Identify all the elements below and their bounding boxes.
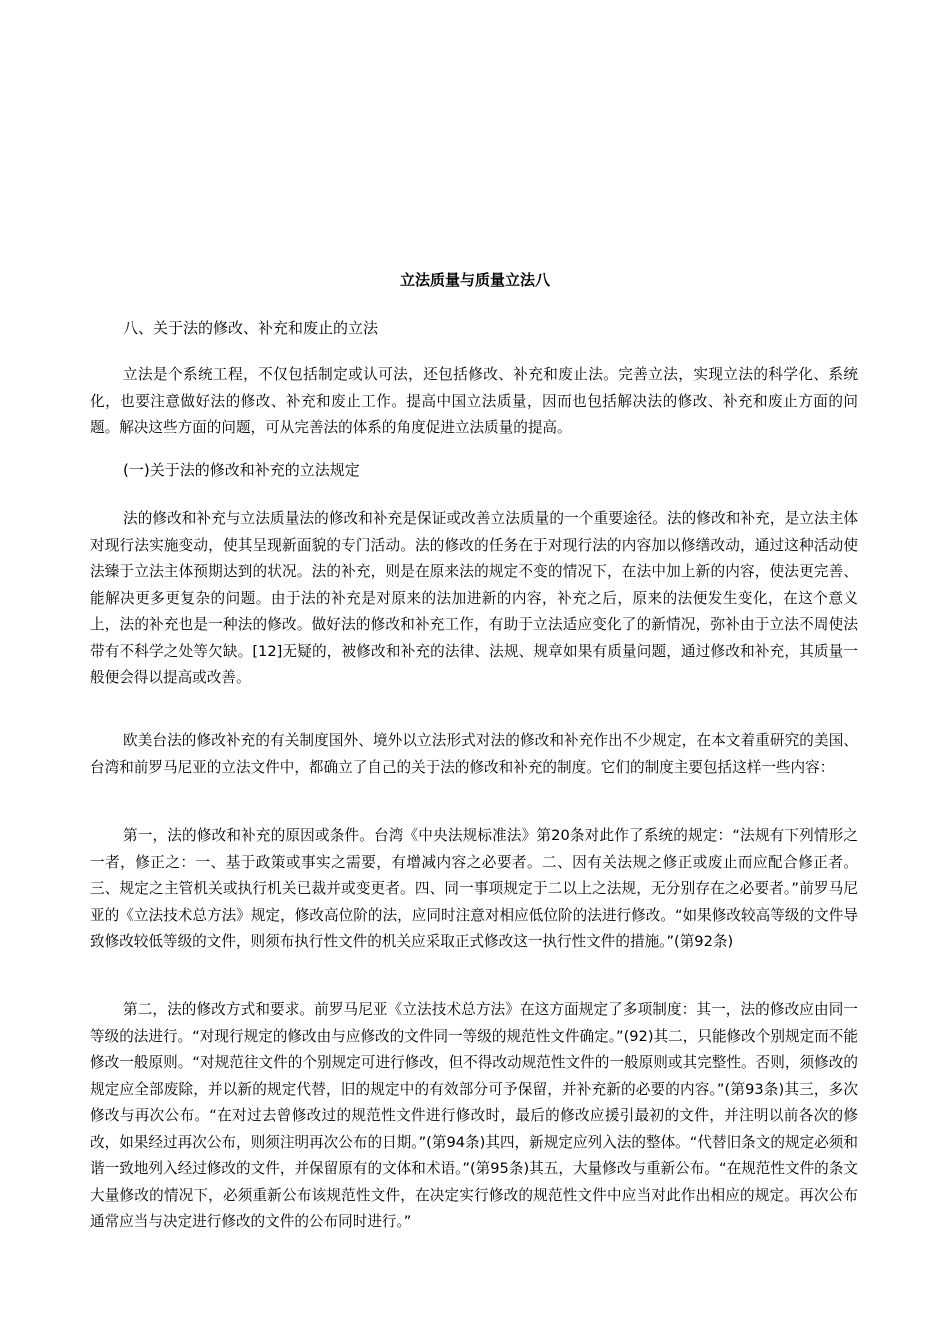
intro-paragraph: 立法是个系统工程，不仅包括制定或认可法，还包括修改、补充和废止法。完善立法，实现立法的科学化、系统化，也要注意做好法的修改、补充和废止工作。提高中国立法质量，因而也包括解决法的修改、补充和废止方面的问题。解决这些方面的问题，可从完善法的体系的角度促进立法质量的提高。 <box>90 366 858 436</box>
subsection-heading: (一)关于法的修改和补充的立法规定 <box>123 461 360 479</box>
body-paragraph-2: 欧美台法的修改补充的有关制度国外、境外以立法形式对法的修改和补充作出不少规定，在本文着重研究的美国、台湾和前罗马尼亚的立法文件中，都确立了自己的关于法的修改和补充的制度。它们的制度主要包括这样一些内容： <box>90 732 858 776</box>
body-paragraph-1: 法的修改和补充与立法质量法的修改和补充是保证或改善立法质量的一个重要途径。法的修改和补充，是立法主体对现行法实施变动，使其呈现新面貌的专门活动。法的修改的任务在于对现行法的内容加以修缮改动，通过这种活动使法臻于立法主体预期达到的状况。法的补充，则是在原来法的规定不变的情况下，在法中加上新的内容，使法更完善、能解决更多更复杂的问题。由于法的补充是对原来的法加进新的内容，补充之后，原来的法便发生变化，在这个意义上，法的补充也是一种法的修改。做好法的修改和补充工作，有助于立法适应变化了的新情况，弥补由于立法不周使法带有不科学之处等欠缺。[12]无疑的，被修改和补充的法律、法规、规章如果有质量问题，通过修改和补充，其质量一般便会得以提高或改善。 <box>90 510 858 686</box>
body-paragraph-3: 第一，法的修改和补充的原因或条件。台湾《中央法规标准法》第20条对此作了系统的规定：“法规有下列情形之一者，修正之：一、基于政策或事实之需要，有增减内容之必要者。二、因有关法规之修正或废止而应配合修正者。三、规定之主管机关或执行机关已裁并或变更者。四、同一事项规定于二以上之法规，无分别存在之必要者。”前罗马尼亚的《立法技术总方法》规定，修改高位阶的法，应同时注意对相应低位阶的法进行修改。“如果修改较高等级的文件导致修改较低等级的文件，则须布执行性文件的机关应采取正式修改这一执行性文件的措施。”(第92条) <box>90 827 858 950</box>
section-heading: 八、关于法的修改、补充和废止的立法 <box>123 319 379 337</box>
body-paragraph-4: 第二，法的修改方式和要求。前罗马尼亚《立法技术总方法》在这方面规定了多项制度：其一，法的修改应由同一等级的法进行。“对现行规定的修改由与应修改的文件同一等级的规范性文件确定。”(92)其二，只能修改个别规定而不能修改一般原则。“对规范往文件的个别规定可进行修改，但不得改动规范性文件的一般原则或其完整性。否则，须修改的规定应全部废除，并以新的规定代替，旧的规定中的有效部分可予保留，并补充新的必要的内容。”(第93条)其三，多次修改与再次公布。“在对过去曾修改过的规范性文件进行修改时，最后的修改应援引最初的文件，并注明以前各次的修改，如果经过再次公布，则须注明再次公布的日期。”(第94条)其四，新规定应列入法的整体。“代替旧条文的规定必须和谐一致地列入经过修改的文件，并保留原有的文体和术语。”(第95条)其五，大量修改与重新公布。“在规范性文件的条文大量修改的情况下，必须重新公布该规范性文件，在决定实行修改的规范性文件中应当对此作出相应的规定。再次公布通常应当与决定进行修改的文件的公布同时进行。” <box>90 1001 858 1230</box>
document-title: 立法质量与质量立法八 <box>399 271 550 289</box>
